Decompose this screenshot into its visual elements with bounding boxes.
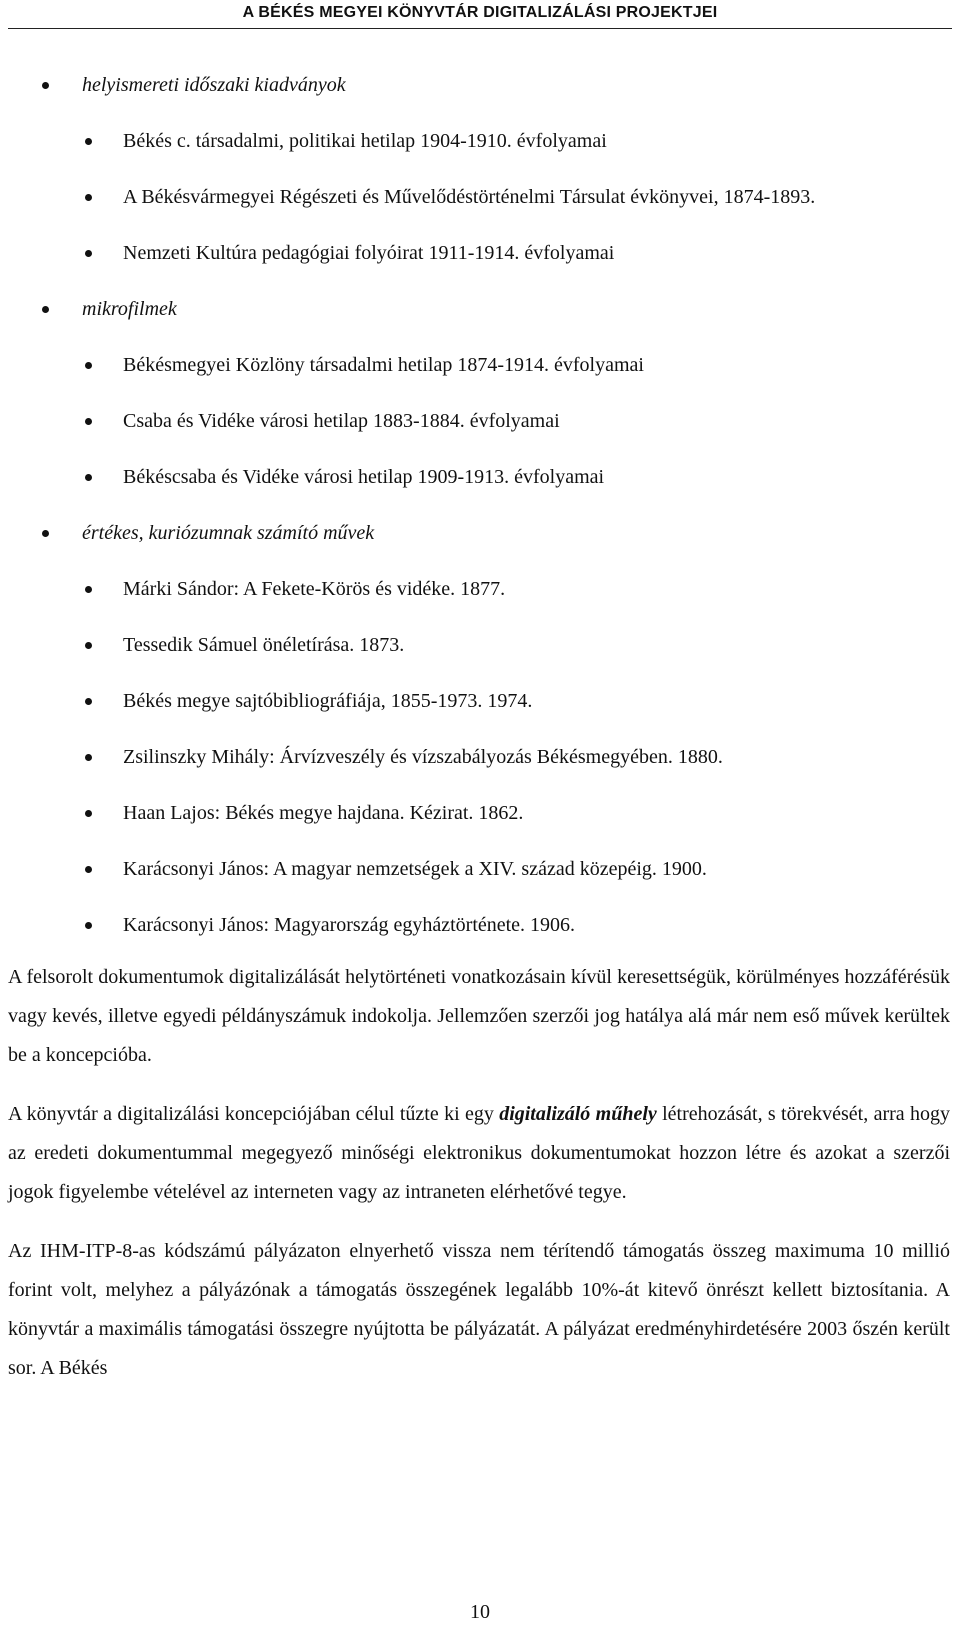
emphasis-text: digitalizáló műhely	[499, 1103, 657, 1125]
running-header: A BÉKÉS MEGYEI KÖNYVTÁR DIGITALIZÁLÁSI PROJEKTJEI	[242, 4, 718, 21]
list-item: Békés c. társadalmi, politikai hetilap 1904-1910. évfolyamai	[0, 128, 960, 154]
list-item: Békésmegyei Közlöny társadalmi hetilap 1874-1914. évfolyamai	[0, 352, 960, 378]
list-item: Márki Sándor: A Fekete-Körös és vidéke. 1877.	[0, 576, 960, 602]
list-item: Békés megye sajtóbibliográfiája, 1855-1973. 1974.	[0, 688, 960, 714]
list-item: Zsilinszky Mihály: Árvízveszély és vízszabályozás Békésmegyében. 1880.	[0, 744, 960, 770]
page-number: 10	[470, 1601, 490, 1623]
paragraph-digitization-workshop	[0, 1095, 960, 1212]
list-item: Karácsonyi János: A magyar nemzetségek a XIV. század közepéig. 1900.	[0, 856, 960, 882]
paragraph-text: létrehozását, s törekvését, arra hogy az eredeti dokumentummal megegyező minőségi elektronikus dokumentumokat hozzon létre és azokat a szerzői jogok figyelembe vételével az interneten vagy az intraneten elérhetővé tegye.	[8, 1103, 950, 1203]
list-item: A Békésvármegyei Régészeti és Művelődéstörténelmi Társulat évkönyvei, 1874-1893.	[0, 184, 960, 210]
list-item: Csaba és Vidéke városi hetilap 1883-1884. évfolyamai	[0, 408, 960, 434]
document-list	[0, 72, 960, 938]
list-item: Nemzeti Kultúra pedagógiai folyóirat 1911-1914. évfolyamai	[0, 240, 960, 266]
list-item: Békéscsaba és Vidéke városi hetilap 1909-1913. évfolyamai	[0, 464, 960, 490]
list-category-rare-works: értékes, kuriózumnak számító művek	[0, 520, 960, 546]
header-rule	[8, 28, 952, 29]
list-item: Haan Lajos: Békés megye hajdana. Kézirat. 1862.	[0, 800, 960, 826]
list-category-periodicals: helyismereti időszaki kiadványok	[0, 72, 960, 98]
list-item: Karácsonyi János: Magyarország egyháztörténete. 1906.	[0, 912, 960, 938]
paragraph-grant-funding: Az IHM-ITP-8-as kódszámú pályázaton elnyerhető vissza nem térítendő támogatás összeg maximuma 10 millió forint volt, melyhez a pályázónak a támogatás összegének legalább 10%-át kitevő önrészt kellett biztosítania. A könyvtár a maximális támogatási összegre nyújtotta be pályázatát. A pályázat eredményhirdetésére 2003 őszén került sor. A Békés	[8, 1240, 950, 1379]
paragraph-text: A könyvtár a digitalizálási koncepciójában célul tűzte ki egy	[8, 1103, 500, 1125]
page-body	[0, 72, 960, 1388]
list-item: Tessedik Sámuel önéletírása. 1873.	[0, 632, 960, 658]
list-category-microfilms: mikrofilmek	[0, 296, 960, 322]
paragraph-selection-rationale: A felsorolt dokumentumok digitalizálását helytörténeti vonatkozásain kívül keresettségük, körülményes hozzáférésük vagy kevés, illetve egyedi példányszámuk indokolja. Jellemzően szerzői jog hatálya alá már nem eső művek kerültek be a koncepcióba.	[8, 966, 950, 1066]
